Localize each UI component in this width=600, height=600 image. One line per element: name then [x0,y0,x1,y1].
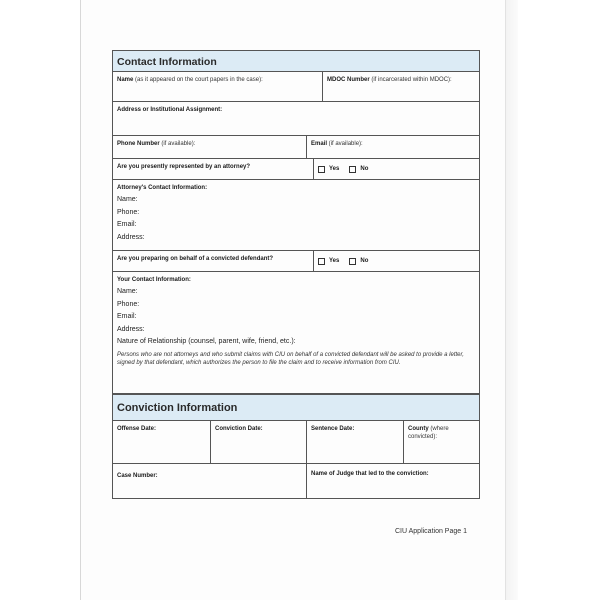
attorney-question: Are you presently represented by an attorney? [117,164,251,170]
yes-label: Yes [329,258,340,264]
email-field[interactable] [306,136,479,158]
phone-email-row [113,136,479,159]
email-note: (if available): [327,141,363,147]
your-contact-block [113,272,479,393]
sentence-date-field[interactable]: Sentence Date: [306,421,403,463]
dates-row [113,421,479,464]
name-field[interactable] [113,72,322,101]
yes-label: Yes [329,166,340,172]
mdoc-note: (if incarcerated within MDOC): [369,77,452,83]
application-form [112,50,480,499]
non-attorney-disclaimer: Persons who are not attorneys and who submit claims with CIU on behalf of a convicted defendant will be asked to provide a letter, signed by that defendant, which authorizes the person to file the claim and to receive information from CIU. [117,351,464,366]
attorney-contact-label: Attorney's Contact Information: [117,185,208,191]
name-label: Name [117,77,134,83]
contact-section-header: Contact Information [113,51,479,72]
behalf-yes-checkbox[interactable] [318,257,339,265]
offense-date-field[interactable]: Offense Date: [117,426,157,432]
name-row [113,72,479,102]
attorney-name-field[interactable]: Name: [117,196,138,203]
attorney-email-field[interactable]: Email: [117,221,137,228]
behalf-question-row [113,251,479,272]
mdoc-label: MDOC Number [327,77,370,83]
attorney-phone-field[interactable]: Phone: [117,208,140,216]
phone-label: Phone Number [117,141,160,147]
checkbox-icon [318,166,325,173]
your-email-field[interactable]: Email: [117,313,137,320]
no-label: No [360,258,369,264]
page-footer: CIU Application Page 1 [395,528,467,535]
address-row [113,102,479,136]
county-note: (where convicted): [408,426,449,440]
checkbox-icon [349,166,356,173]
attorney-no-checkbox[interactable] [349,165,368,173]
behalf-no-checkbox[interactable] [349,257,368,265]
behalf-question: Are you preparing on behalf of a convicted defendant? [117,256,274,262]
judge-name-field[interactable]: Name of Judge that led to the conviction: [306,464,479,498]
your-phone-field[interactable]: Phone: [117,300,140,308]
your-name-field[interactable]: Name: [117,288,138,295]
paper-edge [505,0,518,600]
attorney-address-field[interactable]: Address: [117,233,145,241]
checkbox-icon [349,258,356,265]
relationship-field[interactable]: Nature of Relationship (counsel, parent, wife, friend, etc.): [117,338,296,345]
conviction-section-header: Conviction Information [113,394,479,421]
phone-note: (if available): [159,141,196,147]
your-contact-row [113,272,479,394]
conviction-date-field[interactable]: Conviction Date: [210,421,306,463]
behalf-choices [313,251,479,271]
name-note: (as it appeared on the court papers in the case): [133,77,263,83]
attorney-question-row [113,159,479,180]
attorney-yes-checkbox[interactable] [318,165,339,173]
case-judge-row [113,464,479,498]
attorney-contact-row [113,180,479,251]
county-label: County [408,426,429,432]
phone-field[interactable] [113,136,306,158]
county-field[interactable] [403,421,479,463]
address-field[interactable]: Address or Institutional Assignment: [117,107,223,113]
case-number-field[interactable]: Case Number: [117,473,158,479]
email-label: Email [311,141,328,147]
checkbox-icon [318,258,325,265]
attorney-choices [313,159,479,179]
your-address-field[interactable]: Address: [117,325,145,333]
no-label: No [360,166,369,172]
mdoc-field[interactable] [322,72,479,101]
attorney-contact-block [113,180,479,250]
your-contact-label: Your Contact Information: [117,277,191,283]
